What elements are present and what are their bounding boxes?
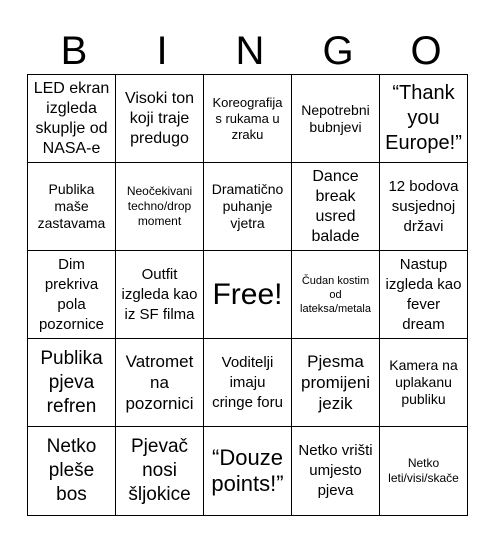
cell-text: Free!	[212, 277, 283, 311]
bingo-cell[interactable]	[116, 75, 204, 163]
bingo-cell[interactable]	[28, 427, 116, 516]
cell-text: Voditelji imaju cringe foru	[212, 353, 283, 411]
bingo-cell[interactable]	[28, 163, 116, 251]
cell-text: Nastup izgleda kao fever dream	[385, 255, 462, 333]
cell-text: Dim prekriva pola pozornice	[38, 255, 105, 333]
cell-text: Pjesma promijeni jezik	[301, 352, 370, 413]
bingo-cell[interactable]	[292, 75, 380, 163]
cell-text: Netko pleše bos	[46, 436, 97, 505]
cell-text: Netko vrišti umjesto pjeva	[298, 442, 373, 499]
bingo-cell[interactable]	[204, 75, 292, 163]
bingo-cell[interactable]	[292, 427, 380, 516]
bingo-cell[interactable]	[204, 427, 292, 516]
header-letter-b: B	[60, 29, 88, 73]
cell-text: Netko leti/visi/skače	[388, 456, 459, 485]
bingo-header	[30, 28, 470, 74]
bingo-cell[interactable]	[28, 75, 116, 163]
cell-text: Pjevač nosi šljokice	[128, 436, 191, 505]
cell-text: 12 bodova susjednoj državi	[388, 177, 459, 235]
bingo-cell[interactable]	[292, 251, 380, 339]
bingo-cell[interactable]	[28, 251, 116, 339]
bingo-cell[interactable]	[380, 251, 468, 339]
cell-text: Vatromet na pozornici	[125, 352, 194, 413]
bingo-cell[interactable]	[380, 163, 468, 251]
cell-text: Publika pjeva refren	[40, 347, 103, 417]
cell-text: Nepotrebni bubnjevi	[301, 101, 370, 135]
header-letter-g: G	[322, 29, 354, 73]
bingo-board	[27, 74, 468, 516]
cell-text: “Thank you Europe!”	[385, 82, 462, 154]
cell-text: Kamera na uplakanu publiku	[389, 357, 458, 407]
bingo-cell[interactable]	[380, 75, 468, 163]
free-space[interactable]	[204, 251, 292, 339]
cell-text: Dance break usred balade	[311, 167, 360, 245]
cell-text: LED ekran izgleda skuplje od NASA-e	[33, 79, 110, 157]
cell-text: Visoki ton koji traje predugo	[124, 89, 195, 147]
bingo-cell[interactable]	[116, 163, 204, 251]
bingo-cell[interactable]	[204, 339, 292, 427]
bingo-cell[interactable]	[292, 163, 380, 251]
header-letter-o: O	[410, 29, 442, 73]
bingo-cell[interactable]	[380, 427, 468, 516]
cell-text: Koreografija s rukama u zraku	[212, 94, 283, 142]
bingo-cell[interactable]	[28, 339, 116, 427]
bingo-cell[interactable]	[292, 339, 380, 427]
header-letter-i: I	[156, 29, 168, 73]
bingo-cell[interactable]	[204, 163, 292, 251]
bingo-cell[interactable]	[116, 339, 204, 427]
bingo-cell[interactable]	[116, 251, 204, 339]
bingo-cell[interactable]	[380, 339, 468, 427]
cell-text: Čudan kostim od lateksa/metala	[300, 274, 371, 315]
cell-text: Neočekivani techno/drop moment	[126, 184, 193, 228]
cell-text: Dramatično puhanje vjetra	[211, 181, 284, 231]
cell-text: Publika maše zastavama	[37, 181, 106, 231]
bingo-cell[interactable]	[116, 427, 204, 516]
cell-text: “Douze points!”	[211, 445, 284, 496]
header-letter-n: N	[235, 29, 265, 73]
cell-text: Outfit izgleda kao iz SF filma	[121, 265, 198, 323]
